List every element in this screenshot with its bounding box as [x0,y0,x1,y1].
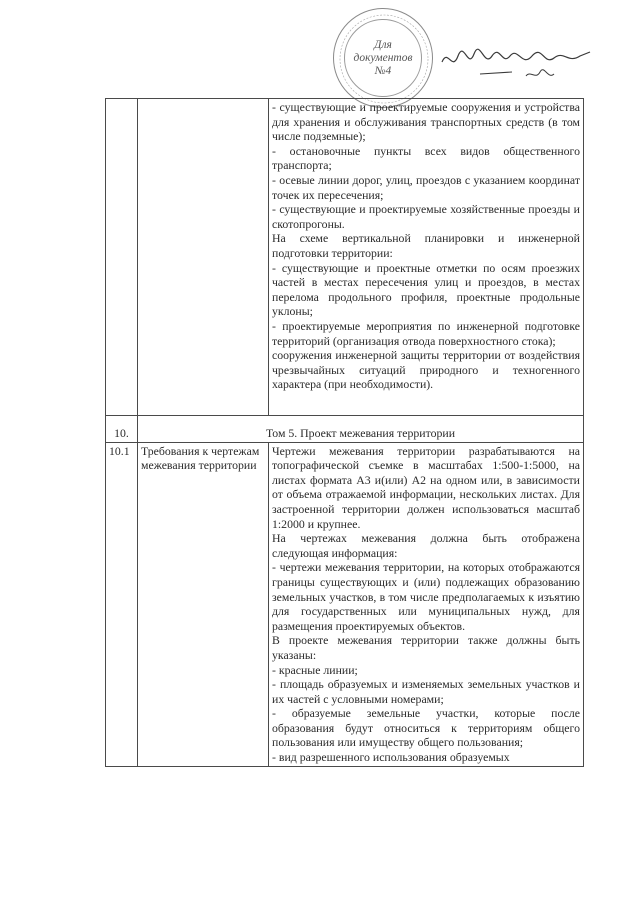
paragraph: На схеме вертикальной планировки и инженерной подготовки территории: [272,231,580,260]
signature-date-2 [512,64,540,77]
stamp-center [344,19,422,97]
cell-content [269,99,584,416]
section-title: Том 5. Проект межевания территории [138,416,584,443]
paragraph: - площадь образуемых и изменяемых земельных участков и их частей с условными номерами; [272,677,580,706]
item-number: 10.1 [106,442,138,766]
paragraph: - осевые линии дорог, улиц, проездов с указанием координат точек их пересечения; [272,172,580,202]
paragraph: В проекте межевания территории также должны быть указаны: [272,633,580,662]
paragraph: - чертежи межевания территории, на которых отображаются границы существующих и (или) подлежащих образованию земельных участков, в том числе предполагаемых к изъятию для государственных или муниципальных нужд, для размещения проектируемых объектов. [272,560,580,633]
section-number: 10. [106,416,138,443]
paragraph: - существующие и проектные отметки по осям проезжих частей в местах пересечения улиц и проездов, в местах перелома продольного профиля, проектные продольные уклоны; [272,260,580,319]
paragraph: - остановочные пункты всех видов общественного транспорта; [272,143,580,173]
paragraph: Чертежи межевания территории разрабатываются на топографической съемке в масштабах 1:500-1:5000, на листах формата А3 и(или) А2 на одном или, в зависимости от объема отражаемой информации, нескольких листах. Для застроенной территории должен использоваться масштаб 1:2000 и крупнее. [272,443,580,531]
stamp-line-1: Для [374,38,392,51]
signature-name-text [448,42,554,56]
paragraph: - красные линии; [272,662,358,677]
stamp-line-3: №4 [374,64,392,77]
requirements-table [105,98,584,767]
stamp-line-2: документов [353,51,413,64]
document-stamp [333,8,433,108]
table-row [106,442,584,766]
paragraph: - проектируемые мероприятия по инженерной подготовке территорий (организация отвода поверхностного стока); [272,318,580,348]
paragraph: сооружения инженерной защиты территории от воздействия чрезвычайных ситуаций природного и техногенного характера (при необходимости). [272,348,580,392]
cell-content [269,442,584,766]
item-label: Требования к чертежам межевания территории [138,442,269,766]
table-row [106,99,584,416]
cell-number-empty [106,99,138,416]
cell-label-empty [138,99,269,416]
paragraph: - образуемые земельные участки, которые после образования будут относиться к территориям общего пользования или имуществу общего пользования; [272,706,580,750]
paragraph: - вид разрешенного использования образуемых [272,750,510,765]
paragraph: - существующие и проектируемые сооружения и устройства для хранения и обслуживания транспортных средств (в том числе подземные); [272,100,580,144]
paragraph: На чертежах межевания должна быть отображена следующая информация: [272,531,580,560]
signature-date-1 [470,64,508,77]
table-row [106,416,584,443]
paragraph: - существующие и проектируемые хозяйственные проезды и скотопрогоны. [272,202,580,231]
